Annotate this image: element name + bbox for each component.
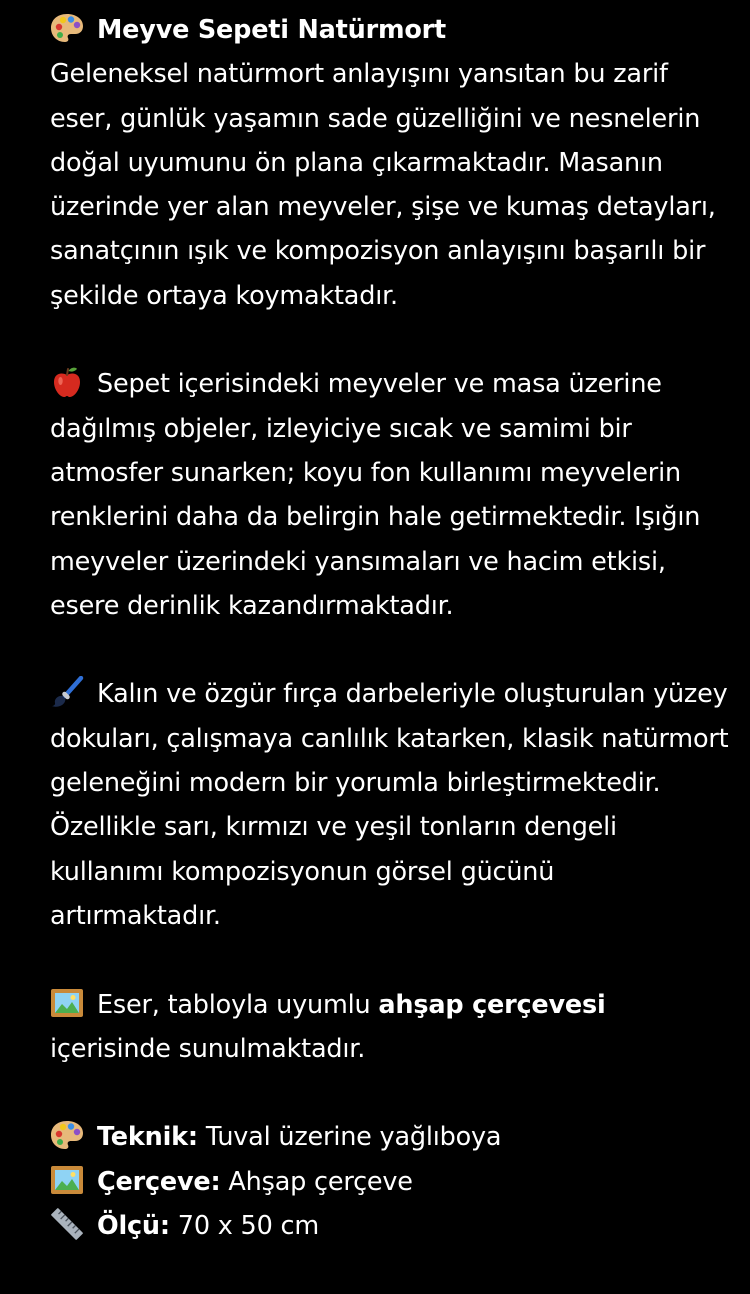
artist-palette-icon — [50, 1119, 84, 1151]
frame-text-post: içerisinde sunulmaktadır. — [50, 1033, 366, 1064]
spec-label: Ölçü: — [97, 1211, 170, 1242]
brush-paragraph-line — [50, 672, 730, 938]
frame-text-bold: ahşap çerçevesi — [378, 989, 606, 1020]
spec-label: Teknik: — [97, 1122, 198, 1153]
fruit-paragraph-line — [50, 362, 730, 628]
red-apple-icon — [50, 366, 84, 398]
paragraph-gap — [50, 938, 730, 982]
straight-ruler-icon — [50, 1208, 84, 1240]
spec-value: Tuval üzerine yağlıboya — [197, 1122, 502, 1153]
paintbrush-icon — [50, 676, 84, 708]
message-body — [50, 8, 730, 1248]
spec-row-frame — [50, 1160, 730, 1204]
fruit-paragraph: Sepet içerisindeki meyveler ve masa üzerine dağılmış objeler, izleyiciye sıcak ve samimi bir atmosfer sunarken; koyu fon kullanımı meyvelerin renklerini daha da belirgin hale getirmektedir. Işığın meyveler üzerindeki yansımaları ve hacim etkisi, esere derinlik kazandırmaktadır. — [50, 369, 701, 621]
paragraph-gap — [50, 318, 730, 362]
intro-paragraph: Geleneksel natürmort anlayışını yansıtan bu zarif eser, günlük yaşamın sade güzelliğini ve nesnelerin doğal uyumunu ön plana çıkarmaktadır. Masanın üzerinde yer alan meyveler, şişe ve kumaş detayları, sanatçının ışık ve kompozisyon anlayışını başarılı bir şekilde ortaya koymaktadır. — [50, 59, 716, 311]
spec-label: Çerçeve: — [97, 1166, 221, 1197]
framed-picture-icon — [50, 987, 84, 1019]
spec-value: Ahşap çerçeve — [220, 1166, 413, 1197]
artist-palette-icon — [50, 12, 84, 44]
brush-paragraph: Kalın ve özgür fırça darbeleriyle oluşturulan yüzey dokuları, çalışmaya canlılık katarken, klasik natürmort geleneğini modern bir yorumla birleştirmektedir. Özellikle sarı, kırmızı ve yeşil tonların dengeli kullanımı kompozisyonun görsel gücünü artırmaktadır. — [50, 679, 729, 931]
paragraph-gap — [50, 628, 730, 672]
framed-picture-icon — [50, 1164, 84, 1196]
post-title: Meyve Sepeti Natürmort — [97, 15, 447, 45]
spec-row-size — [50, 1204, 730, 1248]
post-title-line — [50, 8, 730, 52]
frame-paragraph-line — [50, 983, 730, 1072]
spec-row-technique — [50, 1115, 730, 1159]
frame-text-pre: Eser, tabloyla uyumlu — [97, 989, 379, 1020]
spec-value: 70 x 50 cm — [169, 1211, 319, 1242]
paragraph-gap — [50, 1071, 730, 1115]
